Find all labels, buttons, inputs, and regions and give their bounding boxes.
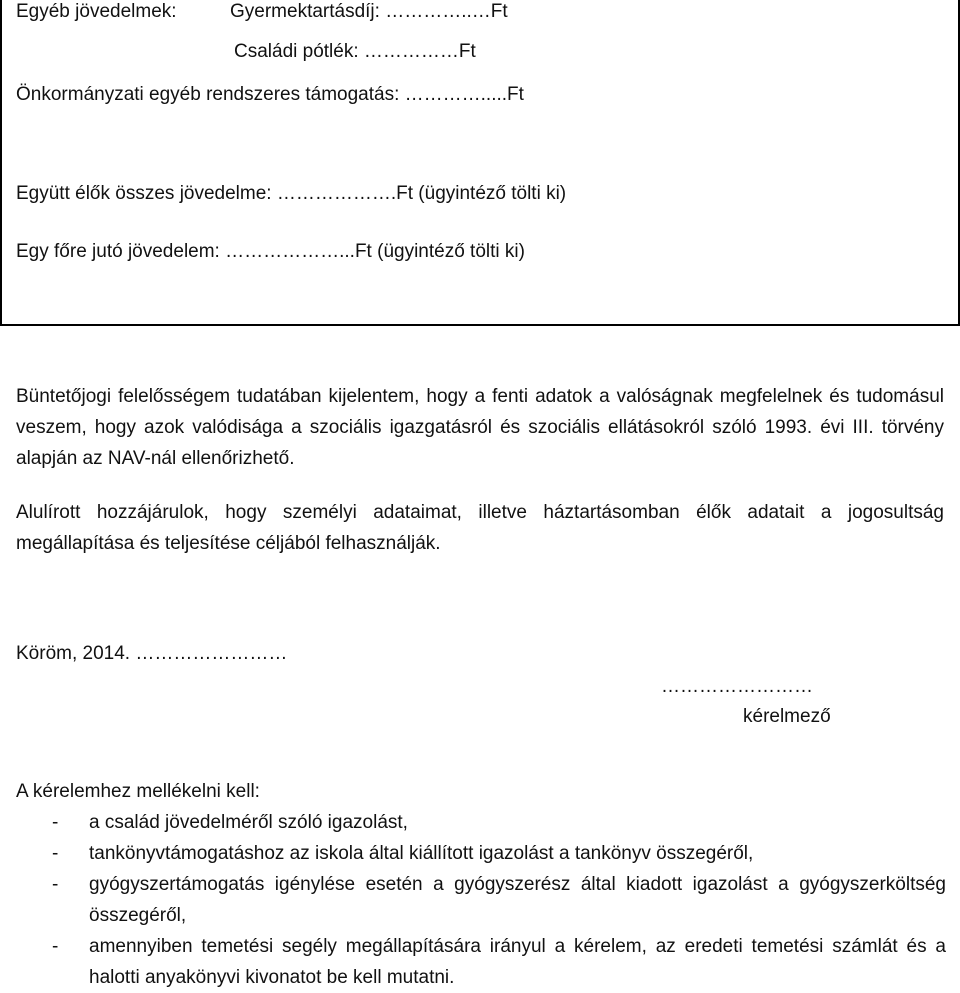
consent-declaration: Alulírott hozzájárulok, hogy személyi adataimat, illetve háztartásomban élők adatait a jogosultság megállapítása és teljesítése céljából felhasználják. (16, 502, 944, 554)
attachments-list (16, 807, 946, 993)
list-dash: - (52, 874, 59, 895)
totals-box (0, 0, 960, 326)
list-item (16, 838, 946, 869)
list-dash: - (52, 843, 59, 864)
household-total-field: Együtt élők összes jövedelme: ……………….Ft (ügyintéző tölti ki) (16, 183, 567, 204)
municipal-support-field: Önkormányzati egyéb rendszeres támogatás: ………….....Ft (16, 84, 524, 105)
signature-line: …………………… (661, 676, 813, 697)
attachment-item-text: tankönyvtámogatáshoz az iskola által kiállított igazolást a tankönyv összegéről, (89, 843, 754, 864)
list-item (16, 807, 946, 838)
attachment-item-text: a család jövedelméről szóló igazolást, (89, 812, 408, 833)
child-support-field: Gyermektartásdíj: …………..…Ft (230, 1, 508, 22)
signer-label: kérelmező (743, 706, 831, 727)
list-dash: - (52, 936, 59, 957)
other-income-label: Egyéb jövedelmek: (16, 1, 177, 22)
list-item (16, 931, 946, 993)
per-capita-income-field: Egy főre jutó jövedelem: ………………...Ft (ügyintéző tölti ki) (16, 241, 525, 262)
list-dash: - (52, 812, 59, 833)
attachment-item-text: gyógyszertámogatás igénylése esetén a gyógyszerész által kiadott igazolást a gyógyszerköltség összegéről, (89, 874, 946, 926)
family-allowance-field: Családi pótlék: ……………Ft (234, 41, 476, 62)
criminal-liability-declaration: Büntetőjogi felelősségem tudatában kijelentem, hogy a fenti adatok a valóságnak megfelelnek és tudomásul veszem, hogy azok valódisága a szociális igazgatásról és szociális ellátásokról szóló 1993. évi III. törvény alapján az NAV-nál ellenőrizhető. (16, 386, 944, 469)
list-item (16, 869, 946, 931)
attachment-item-text: amennyiben temetési segély megállapítására irányul a kérelem, az eredeti temetési számlát és a halotti anyakönyvi kivonatot be kell mutatni. (89, 936, 946, 988)
attachments-heading: A kérelemhez mellékelni kell: (16, 781, 260, 802)
place-date-line: Köröm, 2014. …………………… (16, 643, 288, 664)
